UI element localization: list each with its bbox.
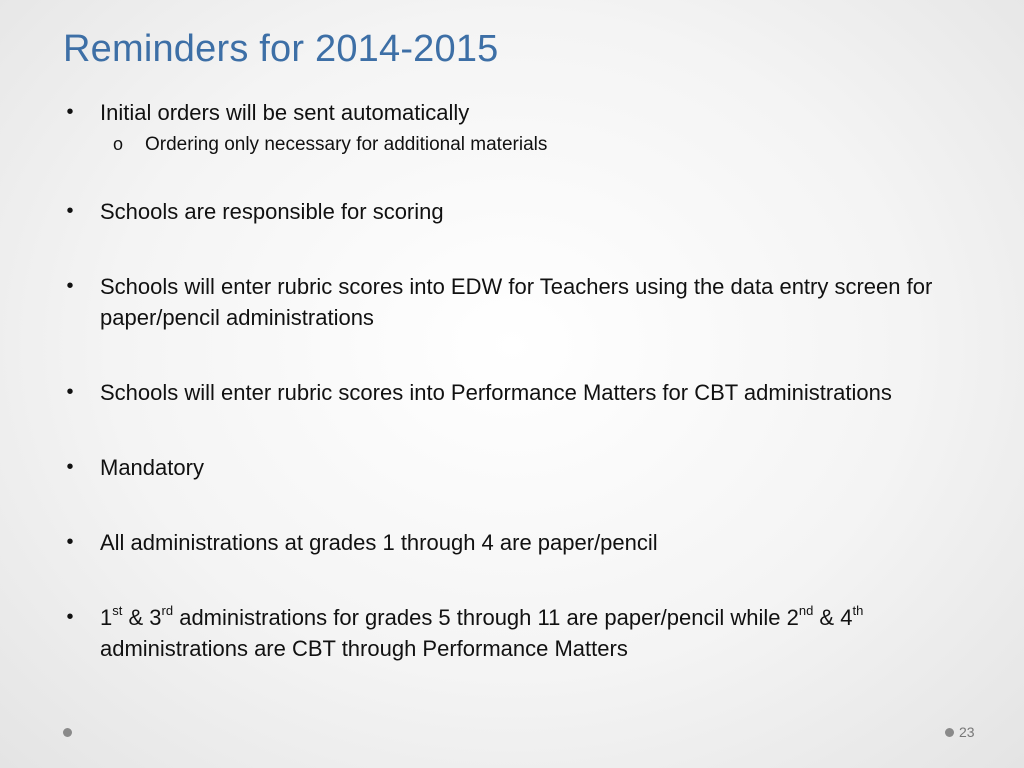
bullet-text: Mandatory bbox=[100, 455, 204, 480]
sub-bullet-item bbox=[100, 132, 980, 158]
bullet-text: Initial orders will be sent automatically bbox=[100, 100, 470, 125]
ordinal-suffix: st bbox=[112, 602, 123, 618]
bullet-text: All administrations at grades 1 through 4 are paper/pencil bbox=[100, 530, 658, 555]
bullet-icon: • bbox=[66, 101, 74, 123]
footer-dot-icon bbox=[63, 728, 72, 737]
bullet-item bbox=[60, 196, 980, 227]
ordinal-suffix: rd bbox=[161, 602, 174, 618]
bullet-item bbox=[60, 527, 980, 558]
bullet-text: Schools will enter rubric scores into Performance Matters for CBT administrations bbox=[100, 380, 892, 405]
ordinal-suffix: th bbox=[852, 602, 864, 618]
page-number: 23 bbox=[959, 724, 975, 740]
sub-bullet-text: Ordering only necessary for additional materials bbox=[145, 134, 548, 155]
slide-title: Reminders for 2014-2015 bbox=[63, 28, 499, 70]
bullet-icon: • bbox=[66, 200, 74, 222]
bullet-icon: • bbox=[66, 381, 74, 403]
bullet-icon: • bbox=[66, 531, 74, 553]
bullet-icon: • bbox=[66, 606, 74, 628]
bullet-item bbox=[60, 602, 980, 664]
bullet-item bbox=[60, 452, 980, 483]
bullet-item bbox=[60, 97, 980, 158]
bullet-text: Schools will enter rubric scores into EDW for Teachers using the data entry screen for paper/pencil administrations bbox=[100, 274, 933, 330]
bullet-item bbox=[60, 271, 980, 333]
bullet-item bbox=[60, 377, 980, 408]
ordinal-suffix: nd bbox=[798, 602, 814, 618]
bullet-icon: • bbox=[66, 456, 74, 478]
bullet-text: Schools are responsible for scoring bbox=[100, 199, 444, 224]
footer-dot-icon bbox=[945, 728, 954, 737]
bullet-list bbox=[60, 97, 980, 708]
bullet-text: 1st & 3rd administrations for grades 5 through 11 are paper/pencil while 2nd & 4th administrations are CBT through Performance Matters bbox=[100, 602, 864, 661]
bullet-icon: • bbox=[66, 275, 74, 297]
sub-bullet-icon: o bbox=[113, 134, 124, 154]
